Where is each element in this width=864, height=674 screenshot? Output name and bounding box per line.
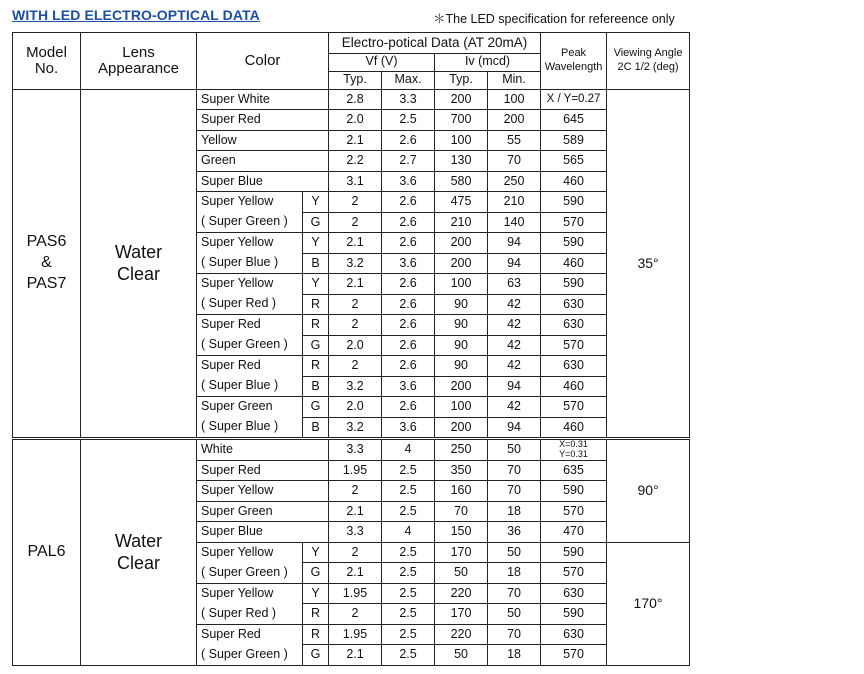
iv-min-cell: 36 bbox=[488, 522, 541, 543]
peak-cell: 590 bbox=[541, 542, 607, 563]
code-cell: G bbox=[303, 397, 329, 418]
iv-min-cell: 18 bbox=[488, 501, 541, 522]
iv-typ-cell: 100 bbox=[435, 397, 488, 418]
code-cell: R bbox=[303, 356, 329, 377]
peak-cell: 635 bbox=[541, 460, 607, 481]
vf-typ-cell: 2.1 bbox=[329, 130, 382, 151]
iv-min-cell: 42 bbox=[488, 356, 541, 377]
code-cell: G bbox=[303, 563, 329, 584]
color-cell: Super Yellow bbox=[197, 583, 303, 604]
header-vf-typ: Typ. bbox=[329, 71, 382, 89]
code-cell: G bbox=[303, 212, 329, 233]
led-spec-table bbox=[12, 32, 690, 666]
color-cell: ( Super Blue ) bbox=[197, 253, 303, 274]
code-cell: Y bbox=[303, 233, 329, 254]
vf-typ-cell: 2.1 bbox=[329, 233, 382, 254]
code-cell: R bbox=[303, 315, 329, 336]
vf-max-cell: 2.5 bbox=[382, 583, 435, 604]
peak-cell: 590 bbox=[541, 481, 607, 502]
peak-cell: 460 bbox=[541, 171, 607, 192]
color-cell: ( Super Blue ) bbox=[197, 417, 303, 439]
peak-cell: 570 bbox=[541, 645, 607, 666]
peak-cell: 645 bbox=[541, 110, 607, 131]
code-cell: G bbox=[303, 335, 329, 356]
vf-typ-cell: 2 bbox=[329, 294, 382, 315]
color-cell: Super White bbox=[197, 89, 329, 110]
header-vf-max: Max. bbox=[382, 71, 435, 89]
vf-typ-cell: 1.95 bbox=[329, 583, 382, 604]
iv-typ-cell: 170 bbox=[435, 604, 488, 625]
color-cell: ( Super Red ) bbox=[197, 604, 303, 625]
header-lens: Lens Appearance bbox=[81, 33, 197, 90]
iv-min-cell: 18 bbox=[488, 563, 541, 584]
vf-typ-cell: 2 bbox=[329, 481, 382, 502]
iv-typ-cell: 350 bbox=[435, 460, 488, 481]
vf-max-cell: 2.5 bbox=[382, 645, 435, 666]
peak-cell: 570 bbox=[541, 212, 607, 233]
color-cell: Super Green bbox=[197, 397, 303, 418]
peak-cell: 590 bbox=[541, 604, 607, 625]
color-cell: Super Yellow bbox=[197, 192, 303, 213]
iv-typ-cell: 50 bbox=[435, 645, 488, 666]
color-cell: Super Red bbox=[197, 624, 303, 645]
color-cell: Super Red bbox=[197, 460, 329, 481]
iv-typ-cell: 700 bbox=[435, 110, 488, 131]
iv-min-cell: 70 bbox=[488, 151, 541, 172]
vf-max-cell: 3.6 bbox=[382, 171, 435, 192]
peak-cell: 565 bbox=[541, 151, 607, 172]
iv-typ-cell: 90 bbox=[435, 315, 488, 336]
vf-typ-cell: 2 bbox=[329, 356, 382, 377]
code-cell: G bbox=[303, 645, 329, 666]
iv-min-cell: 70 bbox=[488, 460, 541, 481]
color-cell: ( Super Blue ) bbox=[197, 376, 303, 397]
color-cell: Super Yellow bbox=[197, 233, 303, 254]
vf-typ-cell: 2.1 bbox=[329, 274, 382, 295]
peak-cell: 570 bbox=[541, 563, 607, 584]
peak-cell: 570 bbox=[541, 397, 607, 418]
model-cell: PAS6 & PAS7 bbox=[13, 89, 81, 439]
header-iv-typ: Typ. bbox=[435, 71, 488, 89]
iv-typ-cell: 475 bbox=[435, 192, 488, 213]
vf-max-cell: 4 bbox=[382, 522, 435, 543]
code-cell: Y bbox=[303, 583, 329, 604]
peak-cell: 570 bbox=[541, 501, 607, 522]
vf-typ-cell: 2.1 bbox=[329, 563, 382, 584]
iv-min-cell: 200 bbox=[488, 110, 541, 131]
iv-min-cell: 70 bbox=[488, 481, 541, 502]
vf-typ-cell: 3.1 bbox=[329, 171, 382, 192]
model-cell: PAL6 bbox=[13, 439, 81, 666]
table-row bbox=[13, 439, 690, 461]
color-cell: Super Blue bbox=[197, 171, 329, 192]
code-cell: B bbox=[303, 417, 329, 439]
color-cell: White bbox=[197, 439, 329, 461]
header-angle: Viewing Angle 2C 1/2 (deg) bbox=[607, 33, 690, 90]
color-cell: Super Red bbox=[197, 315, 303, 336]
vf-max-cell: 2.6 bbox=[382, 212, 435, 233]
vf-typ-cell: 2.1 bbox=[329, 501, 382, 522]
angle-cell: 90° bbox=[607, 439, 690, 543]
iv-typ-cell: 200 bbox=[435, 253, 488, 274]
vf-typ-cell: 2.1 bbox=[329, 645, 382, 666]
color-cell: ( Super Red ) bbox=[197, 294, 303, 315]
iv-typ-cell: 200 bbox=[435, 89, 488, 110]
iv-typ-cell: 220 bbox=[435, 583, 488, 604]
color-cell: Super Blue bbox=[197, 522, 329, 543]
iv-typ-cell: 200 bbox=[435, 417, 488, 439]
vf-typ-cell: 2 bbox=[329, 192, 382, 213]
iv-min-cell: 70 bbox=[488, 583, 541, 604]
iv-typ-cell: 160 bbox=[435, 481, 488, 502]
iv-min-cell: 210 bbox=[488, 192, 541, 213]
iv-typ-cell: 130 bbox=[435, 151, 488, 172]
vf-typ-cell: 2.8 bbox=[329, 89, 382, 110]
iv-min-cell: 94 bbox=[488, 253, 541, 274]
iv-min-cell: 18 bbox=[488, 645, 541, 666]
vf-max-cell: 2.6 bbox=[382, 315, 435, 336]
peak-cell: 590 bbox=[541, 233, 607, 254]
vf-max-cell: 2.6 bbox=[382, 233, 435, 254]
iv-min-cell: 55 bbox=[488, 130, 541, 151]
color-cell: Green bbox=[197, 151, 329, 172]
vf-max-cell: 2.5 bbox=[382, 542, 435, 563]
angle-cell: 170° bbox=[607, 542, 690, 665]
code-cell: R bbox=[303, 604, 329, 625]
iv-typ-cell: 200 bbox=[435, 376, 488, 397]
vf-max-cell: 3.3 bbox=[382, 89, 435, 110]
lens-cell: Water Clear bbox=[81, 89, 197, 439]
iv-min-cell: 94 bbox=[488, 376, 541, 397]
color-cell: Super Yellow bbox=[197, 274, 303, 295]
vf-max-cell: 2.6 bbox=[382, 130, 435, 151]
color-cell: Super Red bbox=[197, 110, 329, 131]
iv-typ-cell: 90 bbox=[435, 356, 488, 377]
peak-cell: 460 bbox=[541, 376, 607, 397]
code-cell: B bbox=[303, 376, 329, 397]
color-cell: Yellow bbox=[197, 130, 329, 151]
iv-typ-cell: 90 bbox=[435, 294, 488, 315]
color-cell: Super Red bbox=[197, 356, 303, 377]
vf-typ-cell: 2.0 bbox=[329, 335, 382, 356]
vf-max-cell: 2.5 bbox=[382, 110, 435, 131]
header-peak: Peak Wavelength bbox=[541, 33, 607, 90]
iv-min-cell: 63 bbox=[488, 274, 541, 295]
header-model: Model No. bbox=[13, 33, 81, 90]
vf-max-cell: 2.6 bbox=[382, 397, 435, 418]
color-cell: ( Super Green ) bbox=[197, 645, 303, 666]
iv-typ-cell: 250 bbox=[435, 439, 488, 461]
vf-typ-cell: 3.2 bbox=[329, 253, 382, 274]
vf-max-cell: 2.5 bbox=[382, 604, 435, 625]
iv-typ-cell: 210 bbox=[435, 212, 488, 233]
vf-typ-cell: 2 bbox=[329, 315, 382, 336]
vf-max-cell: 2.6 bbox=[382, 274, 435, 295]
iv-min-cell: 70 bbox=[488, 624, 541, 645]
iv-typ-cell: 100 bbox=[435, 130, 488, 151]
peak-cell: 590 bbox=[541, 274, 607, 295]
iv-typ-cell: 90 bbox=[435, 335, 488, 356]
iv-min-cell: 250 bbox=[488, 171, 541, 192]
vf-typ-cell: 2.0 bbox=[329, 110, 382, 131]
vf-typ-cell: 3.2 bbox=[329, 376, 382, 397]
color-cell: ( Super Green ) bbox=[197, 335, 303, 356]
peak-cell: 630 bbox=[541, 583, 607, 604]
lens-cell: Water Clear bbox=[81, 439, 197, 666]
vf-typ-cell: 1.95 bbox=[329, 460, 382, 481]
vf-max-cell: 2.6 bbox=[382, 294, 435, 315]
peak-cell: 470 bbox=[541, 522, 607, 543]
vf-typ-cell: 2 bbox=[329, 604, 382, 625]
peak-cell: 630 bbox=[541, 624, 607, 645]
iv-min-cell: 140 bbox=[488, 212, 541, 233]
header-iv: Iv (mcd) bbox=[435, 53, 541, 71]
header-electro: Electro-potical Data (AT 20mA) bbox=[329, 33, 541, 54]
page-title: WITH LED ELECTRO-OPTICAL DATA bbox=[12, 7, 260, 23]
table-row bbox=[13, 89, 690, 110]
color-cell: Super Yellow bbox=[197, 481, 329, 502]
iv-typ-cell: 200 bbox=[435, 233, 488, 254]
iv-typ-cell: 70 bbox=[435, 501, 488, 522]
angle-cell: 35° bbox=[607, 89, 690, 439]
peak-cell: 630 bbox=[541, 315, 607, 336]
iv-min-cell: 42 bbox=[488, 294, 541, 315]
iv-typ-cell: 150 bbox=[435, 522, 488, 543]
vf-max-cell: 2.7 bbox=[382, 151, 435, 172]
iv-typ-cell: 170 bbox=[435, 542, 488, 563]
iv-min-cell: 94 bbox=[488, 417, 541, 439]
code-cell: Y bbox=[303, 274, 329, 295]
vf-max-cell: 3.6 bbox=[382, 417, 435, 439]
vf-max-cell: 2.5 bbox=[382, 481, 435, 502]
iv-typ-cell: 50 bbox=[435, 563, 488, 584]
iv-min-cell: 50 bbox=[488, 604, 541, 625]
header-vf: Vf (V) bbox=[329, 53, 435, 71]
peak-cell: 460 bbox=[541, 253, 607, 274]
iv-min-cell: 100 bbox=[488, 89, 541, 110]
peak-cell: X / Y=0.27 bbox=[541, 89, 607, 110]
code-cell: R bbox=[303, 294, 329, 315]
header-row-1 bbox=[13, 33, 690, 54]
color-cell: ( Super Green ) bbox=[197, 212, 303, 233]
vf-max-cell: 2.5 bbox=[382, 460, 435, 481]
vf-max-cell: 3.6 bbox=[382, 376, 435, 397]
iv-min-cell: 94 bbox=[488, 233, 541, 254]
vf-max-cell: 2.5 bbox=[382, 624, 435, 645]
vf-typ-cell: 1.95 bbox=[329, 624, 382, 645]
vf-typ-cell: 3.3 bbox=[329, 439, 382, 461]
vf-max-cell: 2.6 bbox=[382, 335, 435, 356]
vf-typ-cell: 3.2 bbox=[329, 417, 382, 439]
vf-max-cell: 3.6 bbox=[382, 253, 435, 274]
iv-min-cell: 42 bbox=[488, 335, 541, 356]
vf-typ-cell: 2 bbox=[329, 212, 382, 233]
vf-typ-cell: 3.3 bbox=[329, 522, 382, 543]
iv-typ-cell: 220 bbox=[435, 624, 488, 645]
vf-typ-cell: 2 bbox=[329, 542, 382, 563]
iv-typ-cell: 100 bbox=[435, 274, 488, 295]
peak-cell: 630 bbox=[541, 356, 607, 377]
header-color: Color bbox=[197, 33, 329, 90]
code-cell: Y bbox=[303, 542, 329, 563]
vf-typ-cell: 2.0 bbox=[329, 397, 382, 418]
iv-min-cell: 42 bbox=[488, 315, 541, 336]
code-cell: R bbox=[303, 624, 329, 645]
code-cell: B bbox=[303, 253, 329, 274]
header-iv-min: Min. bbox=[488, 71, 541, 89]
iv-min-cell: 42 bbox=[488, 397, 541, 418]
vf-max-cell: 2.6 bbox=[382, 356, 435, 377]
vf-typ-cell: 2.2 bbox=[329, 151, 382, 172]
peak-cell: 630 bbox=[541, 294, 607, 315]
peak-cell: 570 bbox=[541, 335, 607, 356]
vf-max-cell: 2.6 bbox=[382, 192, 435, 213]
peak-cell: X=0.31 Y=0.31 bbox=[541, 439, 607, 461]
color-cell: Super Green bbox=[197, 501, 329, 522]
color-cell: Super Yellow bbox=[197, 542, 303, 563]
iv-min-cell: 50 bbox=[488, 439, 541, 461]
vf-max-cell: 2.5 bbox=[382, 501, 435, 522]
vf-max-cell: 2.5 bbox=[382, 563, 435, 584]
vf-max-cell: 4 bbox=[382, 439, 435, 461]
iv-min-cell: 50 bbox=[488, 542, 541, 563]
reference-note: ＊The LED specification for refereence only bbox=[433, 12, 675, 26]
peak-cell: 589 bbox=[541, 130, 607, 151]
color-cell: ( Super Green ) bbox=[197, 563, 303, 584]
peak-cell: 460 bbox=[541, 417, 607, 439]
iv-typ-cell: 580 bbox=[435, 171, 488, 192]
peak-cell: 590 bbox=[541, 192, 607, 213]
code-cell: Y bbox=[303, 192, 329, 213]
